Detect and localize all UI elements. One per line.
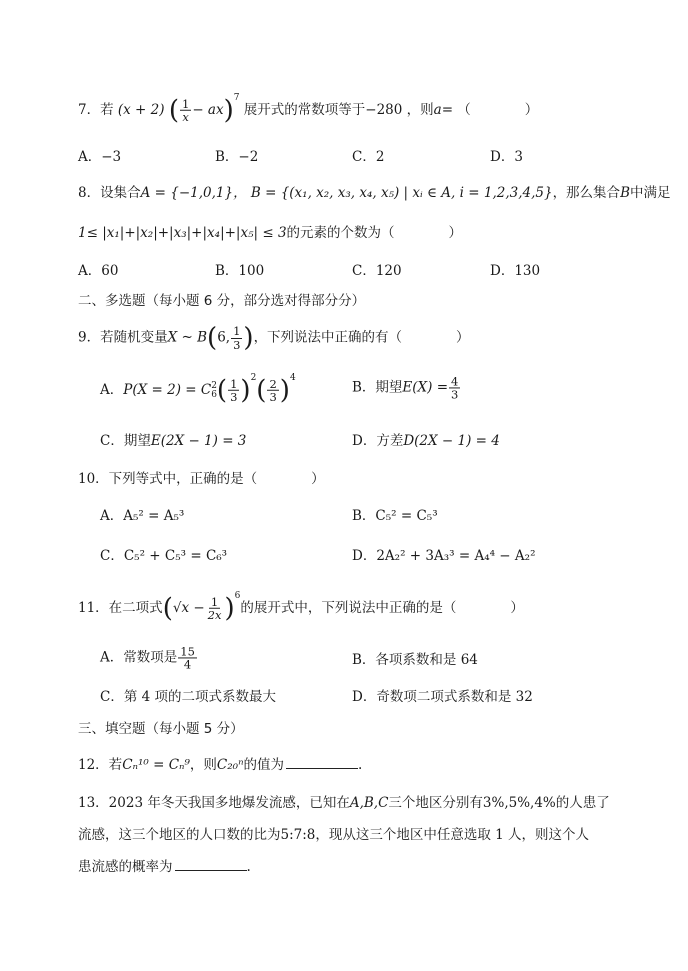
option-b[interactable] xyxy=(352,504,438,524)
fraction xyxy=(178,645,197,670)
frac-den: 3 xyxy=(451,387,459,402)
option-label: A．常数项是 xyxy=(100,649,178,666)
option-label: B．期望 xyxy=(352,379,403,396)
sup: 2 xyxy=(211,380,217,391)
math-expression: 2A₂² + 3A₃³ = A₄⁴ − A₂² xyxy=(376,548,536,564)
option-label: A． xyxy=(100,381,124,398)
fraction xyxy=(180,98,191,123)
option-d[interactable]: D．3 xyxy=(490,149,523,165)
left-paren: ( xyxy=(216,375,228,406)
question-13-line2 xyxy=(0,818,688,848)
question-8-stem xyxy=(0,176,688,206)
question-9-options-cd xyxy=(0,424,688,454)
sub: 6 xyxy=(211,389,217,400)
section-title: 三、填空题（每小题 5 分） xyxy=(78,721,244,737)
stem-text: ，现从这三个地区中任意选取 1 人，则这个人 xyxy=(315,827,590,843)
option-label: C．期望 xyxy=(100,433,151,449)
stem-text: 中满足 xyxy=(629,185,671,201)
frac-num: 1 xyxy=(210,594,219,609)
option-label: A． xyxy=(100,508,124,524)
option-b[interactable]: B．100 xyxy=(215,263,265,279)
section-title: 二、多选题（每小题 6 分，部分选对得部分分） xyxy=(78,293,366,309)
option-d[interactable] xyxy=(352,429,500,449)
frac-den: 4 xyxy=(183,657,192,672)
question-10-stem xyxy=(0,462,688,492)
stem-text: 三个地区分别有 xyxy=(388,795,483,811)
option-label: C． xyxy=(100,548,124,564)
math-expression: 3%,5%,4% xyxy=(482,795,556,811)
math-expression: B = {(x₁, x₂, x₃, x₄, x₅) | xᵢ ∈ A, i = 1,2,3,4,5} xyxy=(250,185,553,201)
question-10-options-cd xyxy=(0,539,688,569)
fraction xyxy=(449,375,460,400)
math-expression: C₂₀ⁿ xyxy=(216,757,244,773)
stem-text: . xyxy=(246,859,251,875)
question-number: 7．若 xyxy=(78,101,114,118)
option-a[interactable] xyxy=(100,373,296,404)
math-expression: D(2X − 1) = 4 xyxy=(403,433,500,449)
stem-text: 10．下列等式中，正确的是（ ） xyxy=(78,471,325,487)
option-c[interactable]: C．第 4 项的二项式系数最大 xyxy=(100,689,277,705)
left-paren: ( xyxy=(207,323,218,353)
section-3-heading xyxy=(0,712,688,742)
math-expression: √x − xyxy=(172,599,205,616)
frac-num: 1 xyxy=(181,96,190,111)
answer-blank[interactable] xyxy=(286,756,358,769)
stem-text: 9．若随机变量 xyxy=(78,329,168,346)
option-b[interactable]: B．−2 xyxy=(215,149,259,165)
math-expression: A = {−1,0,1}， xyxy=(140,185,247,201)
math-expression: (x + 2) xyxy=(117,101,165,118)
math-expression: C₅² + C₅³ = C₆³ xyxy=(123,548,228,564)
math-expression: A₅² = A₅³ xyxy=(123,508,185,524)
math-expression: − ax xyxy=(192,101,224,118)
question-8-stem-line2 xyxy=(0,216,688,246)
question-11-options-cd xyxy=(0,680,688,710)
exponent: 7 xyxy=(233,92,240,103)
question-11-options-ab xyxy=(0,636,688,680)
frac-num: 2 xyxy=(269,376,277,391)
question-9-options-ab xyxy=(0,366,688,410)
option-c[interactable] xyxy=(100,429,246,449)
option-label: B． xyxy=(352,508,376,524)
math-var: a xyxy=(433,101,442,118)
math-expression: X ~ B xyxy=(167,329,208,346)
stem-text: 展开式的常数项等于−280 ，则 xyxy=(243,101,434,118)
option-c[interactable]: C．2 xyxy=(352,149,385,165)
exponent: 2 xyxy=(250,372,257,383)
right-paren: ) xyxy=(223,95,234,126)
stem-text: ，下列说法中正确的有（ ） xyxy=(253,329,470,346)
option-a[interactable] xyxy=(100,645,198,670)
math-expression: C₅² = C₅³ xyxy=(375,508,438,524)
math-expression: P(X = 2) = C xyxy=(123,381,212,398)
stem-text: 流感，这三个地区的人口数的比为 xyxy=(78,827,281,843)
stem-text: ，那么集合 xyxy=(552,185,621,201)
exponent: 6 xyxy=(234,590,241,601)
question-12-stem xyxy=(0,748,688,778)
option-a[interactable]: A．−3 xyxy=(78,149,122,165)
option-b[interactable]: B．各项系数和是 64 xyxy=(352,652,478,668)
stem-text: 的元素的个数为（ ） xyxy=(286,225,463,241)
question-7-stem xyxy=(0,90,688,126)
frac-den: 3 xyxy=(269,389,277,404)
section-2-heading xyxy=(0,284,688,314)
question-11-stem xyxy=(0,586,688,626)
question-8-options xyxy=(0,254,688,284)
stem-text: 的值为 xyxy=(243,757,285,773)
stem-text: 的人患了 xyxy=(555,795,610,811)
option-d[interactable]: D．130 xyxy=(490,263,541,279)
math-expression: A,B,C xyxy=(349,795,389,811)
answer-blank[interactable] xyxy=(175,858,247,871)
question-13-line3 xyxy=(0,850,688,880)
stem-text: 11．在二项式 xyxy=(78,599,163,616)
option-a[interactable]: A．60 xyxy=(78,263,119,279)
left-paren: ( xyxy=(162,593,173,624)
option-c[interactable]: C．120 xyxy=(352,263,402,279)
fraction xyxy=(231,325,242,350)
frac-den: 3 xyxy=(230,389,238,404)
fraction xyxy=(267,378,278,403)
stem-text: 12．若 xyxy=(78,757,123,773)
right-paren: ) xyxy=(224,593,235,624)
right-paren: ) xyxy=(240,375,251,406)
stem-text: . xyxy=(358,757,363,773)
frac-num: 1 xyxy=(230,376,238,391)
stem-text: = （ ） xyxy=(441,101,539,118)
frac-den: x xyxy=(182,109,189,124)
frac-num: 1 xyxy=(233,324,241,339)
math-expression: 6, xyxy=(217,329,231,346)
math-expression: 5:7:8 xyxy=(280,827,316,843)
stem-text: 13．2023 年冬天我国多地爆发流感，已知在 xyxy=(78,795,350,811)
math-expression: E(X) = xyxy=(402,379,449,396)
stem-text: 患流感的概率为 xyxy=(78,859,173,875)
fraction xyxy=(206,596,224,621)
option-label: D．方差 xyxy=(352,433,404,449)
question-7-options xyxy=(0,140,688,170)
option-d[interactable] xyxy=(352,544,535,564)
math-expression: E(2X − 1) = 3 xyxy=(150,433,247,449)
frac-num: 4 xyxy=(451,374,459,389)
stem-text: 的展开式中，下列说法中正确的是（ ） xyxy=(240,599,524,616)
left-paren: ( xyxy=(256,375,267,406)
fraction xyxy=(228,378,239,403)
exponent: 4 xyxy=(289,372,296,383)
option-c[interactable] xyxy=(100,544,227,564)
left-paren: ( xyxy=(168,95,179,126)
option-d[interactable]: D．奇数项二项式系数和是 32 xyxy=(352,689,533,705)
frac-den: 3 xyxy=(233,337,241,352)
math-expression: Cₙ¹⁰ = Cₙ⁹ xyxy=(122,757,190,773)
option-label: D． xyxy=(352,548,377,564)
frac-den: 2x xyxy=(207,607,222,622)
right-paren: ) xyxy=(279,375,290,406)
math-expression: 1≤ |x₁|+|x₂|+|x₃|+|x₄|+|x₅| ≤ 3 xyxy=(78,225,287,241)
option-a[interactable] xyxy=(100,504,184,524)
math-var: B xyxy=(620,185,630,201)
frac-num: 15 xyxy=(180,644,195,659)
stem-text: 8．设集合 xyxy=(78,185,141,201)
question-9-stem xyxy=(0,318,688,358)
stem-text: ，则 xyxy=(189,757,217,773)
option-b[interactable] xyxy=(352,375,461,400)
question-10-options-ab xyxy=(0,499,688,529)
question-13-line1 xyxy=(0,786,688,816)
right-paren: ) xyxy=(243,323,254,353)
